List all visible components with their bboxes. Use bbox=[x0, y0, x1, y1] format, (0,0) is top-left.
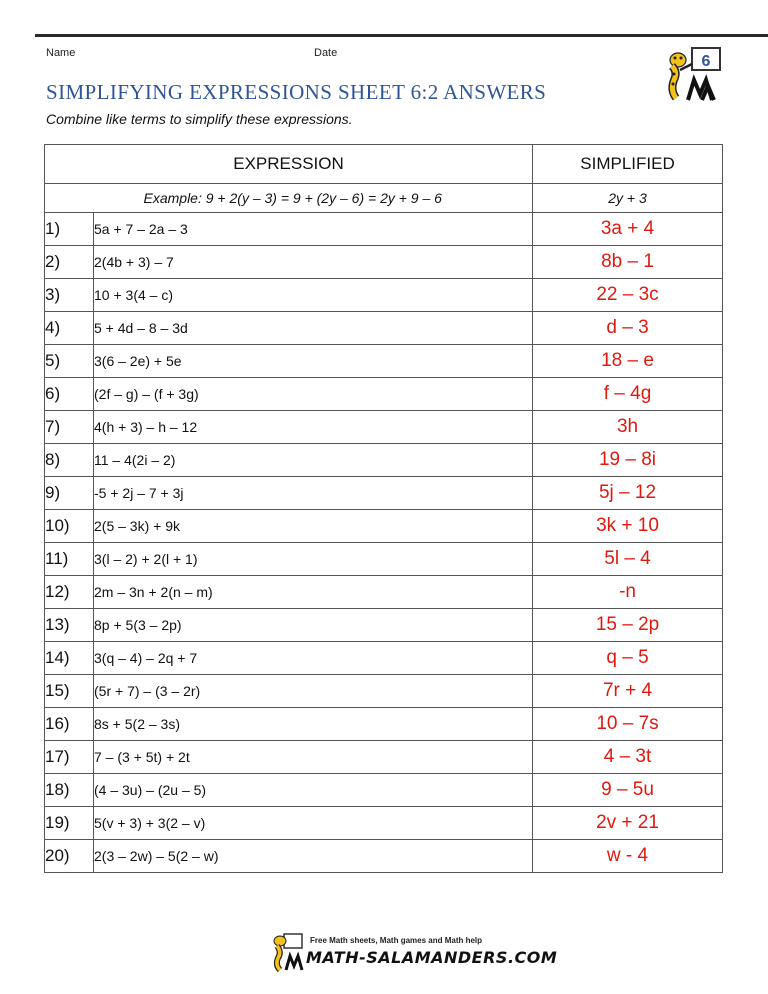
question-expression: 2(5 – 3k) + 9k bbox=[94, 510, 533, 543]
table-row bbox=[45, 774, 723, 807]
table-row bbox=[45, 345, 723, 378]
instructions: Combine like terms to simplify these expressions. bbox=[46, 111, 353, 127]
question-answer: 3k + 10 bbox=[533, 510, 723, 543]
question-number: 6) bbox=[45, 378, 94, 411]
table-row bbox=[45, 807, 723, 840]
question-answer: q – 5 bbox=[533, 642, 723, 675]
question-expression: 10 + 3(4 – c) bbox=[94, 279, 533, 312]
name-label: Name bbox=[46, 47, 76, 59]
question-number: 12) bbox=[45, 576, 94, 609]
table-row bbox=[45, 840, 723, 873]
table-row bbox=[45, 279, 723, 312]
table-row bbox=[45, 642, 723, 675]
question-number: 15) bbox=[45, 675, 94, 708]
question-expression: 4(h + 3) – h – 12 bbox=[94, 411, 533, 444]
table-row bbox=[45, 411, 723, 444]
question-answer: 19 – 8i bbox=[533, 444, 723, 477]
question-answer: -n bbox=[533, 576, 723, 609]
question-number: 13) bbox=[45, 609, 94, 642]
table-row bbox=[45, 543, 723, 576]
question-expression: 2(4b + 3) – 7 bbox=[94, 246, 533, 279]
question-number: 7) bbox=[45, 411, 94, 444]
question-number: 5) bbox=[45, 345, 94, 378]
question-answer: 22 – 3c bbox=[533, 279, 723, 312]
example-row bbox=[45, 184, 723, 213]
footer-site-link[interactable]: MATH-SALAMANDERS.COM bbox=[306, 948, 558, 967]
question-number: 9) bbox=[45, 477, 94, 510]
question-number: 3) bbox=[45, 279, 94, 312]
question-expression: (5r + 7) – (3 – 2r) bbox=[94, 675, 533, 708]
date-label: Date bbox=[314, 47, 338, 59]
question-expression: 5(v + 3) + 3(2 – v) bbox=[94, 807, 533, 840]
example-expression: Example: 9 + 2(y – 3) = 9 + (2y – 6) = 2y + 9 – 6 bbox=[94, 184, 533, 213]
question-number: 20) bbox=[45, 840, 94, 873]
footer-branding bbox=[270, 932, 558, 972]
question-answer: 15 – 2p bbox=[533, 609, 723, 642]
question-answer: f – 4g bbox=[533, 378, 723, 411]
question-expression: 8s + 5(2 – 3s) bbox=[94, 708, 533, 741]
example-answer: 2y + 3 bbox=[533, 184, 723, 213]
table-row bbox=[45, 675, 723, 708]
page-title: SIMPLIFYING EXPRESSIONS SHEET 6:2 ANSWERS bbox=[46, 80, 547, 104]
question-answer: 8b – 1 bbox=[533, 246, 723, 279]
expression-header: EXPRESSION bbox=[45, 145, 533, 184]
table-row bbox=[45, 378, 723, 411]
question-expression: -5 + 2j – 7 + 3j bbox=[94, 477, 533, 510]
question-answer: 3h bbox=[533, 411, 723, 444]
question-answer: 3a + 4 bbox=[533, 213, 723, 246]
question-expression: 3(q – 4) – 2q + 7 bbox=[94, 642, 533, 675]
question-answer: 7r + 4 bbox=[533, 675, 723, 708]
question-expression: 8p + 5(3 – 2p) bbox=[94, 609, 533, 642]
question-expression: (4 – 3u) – (2u – 5) bbox=[94, 774, 533, 807]
question-number: 2) bbox=[45, 246, 94, 279]
question-number: 1) bbox=[45, 213, 94, 246]
question-number: 14) bbox=[45, 642, 94, 675]
salamander-logo-icon bbox=[662, 46, 724, 102]
table-row bbox=[45, 708, 723, 741]
table-row bbox=[45, 246, 723, 279]
table-row bbox=[45, 741, 723, 774]
question-expression: 5 + 4d – 8 – 3d bbox=[94, 312, 533, 345]
logo-badge-number: 6 bbox=[701, 53, 711, 70]
question-number: 4) bbox=[45, 312, 94, 345]
footer-salamander-icon bbox=[270, 932, 304, 972]
top-rule bbox=[35, 34, 768, 37]
question-answer: w - 4 bbox=[533, 840, 723, 873]
question-expression: 5a + 7 – 2a – 3 bbox=[94, 213, 533, 246]
table-row bbox=[45, 477, 723, 510]
question-expression: (2f – g) – (f + 3g) bbox=[94, 378, 533, 411]
question-answer: 4 – 3t bbox=[533, 741, 723, 774]
table-row bbox=[45, 576, 723, 609]
question-answer: 2v + 21 bbox=[533, 807, 723, 840]
question-number: 19) bbox=[45, 807, 94, 840]
question-expression: 3(6 – 2e) + 5e bbox=[94, 345, 533, 378]
question-expression: 2m – 3n + 2(n – m) bbox=[94, 576, 533, 609]
question-number: 17) bbox=[45, 741, 94, 774]
table-row bbox=[45, 609, 723, 642]
question-expression: 2(3 – 2w) – 5(2 – w) bbox=[94, 840, 533, 873]
simplified-header: SIMPLIFIED bbox=[533, 145, 723, 184]
question-number: 10) bbox=[45, 510, 94, 543]
question-expression: 3(l – 2) + 2(l + 1) bbox=[94, 543, 533, 576]
question-expression: 7 – (3 + 5t) + 2t bbox=[94, 741, 533, 774]
question-answer: 18 – e bbox=[533, 345, 723, 378]
footer-tagline: Free Math sheets, Math games and Math help bbox=[310, 936, 483, 945]
table-row bbox=[45, 444, 723, 477]
table-header-row bbox=[45, 145, 723, 184]
example-number-cell bbox=[45, 184, 94, 213]
question-answer: 10 – 7s bbox=[533, 708, 723, 741]
table-row bbox=[45, 510, 723, 543]
table-row bbox=[45, 312, 723, 345]
question-expression: 11 – 4(2i – 2) bbox=[94, 444, 533, 477]
question-number: 18) bbox=[45, 774, 94, 807]
question-number: 11) bbox=[45, 543, 94, 576]
question-answer: 9 – 5u bbox=[533, 774, 723, 807]
table-row bbox=[45, 213, 723, 246]
question-number: 16) bbox=[45, 708, 94, 741]
question-answer: 5j – 12 bbox=[533, 477, 723, 510]
question-answer: 5l – 4 bbox=[533, 543, 723, 576]
question-answer: d – 3 bbox=[533, 312, 723, 345]
question-number: 8) bbox=[45, 444, 94, 477]
expressions-table bbox=[44, 144, 723, 873]
